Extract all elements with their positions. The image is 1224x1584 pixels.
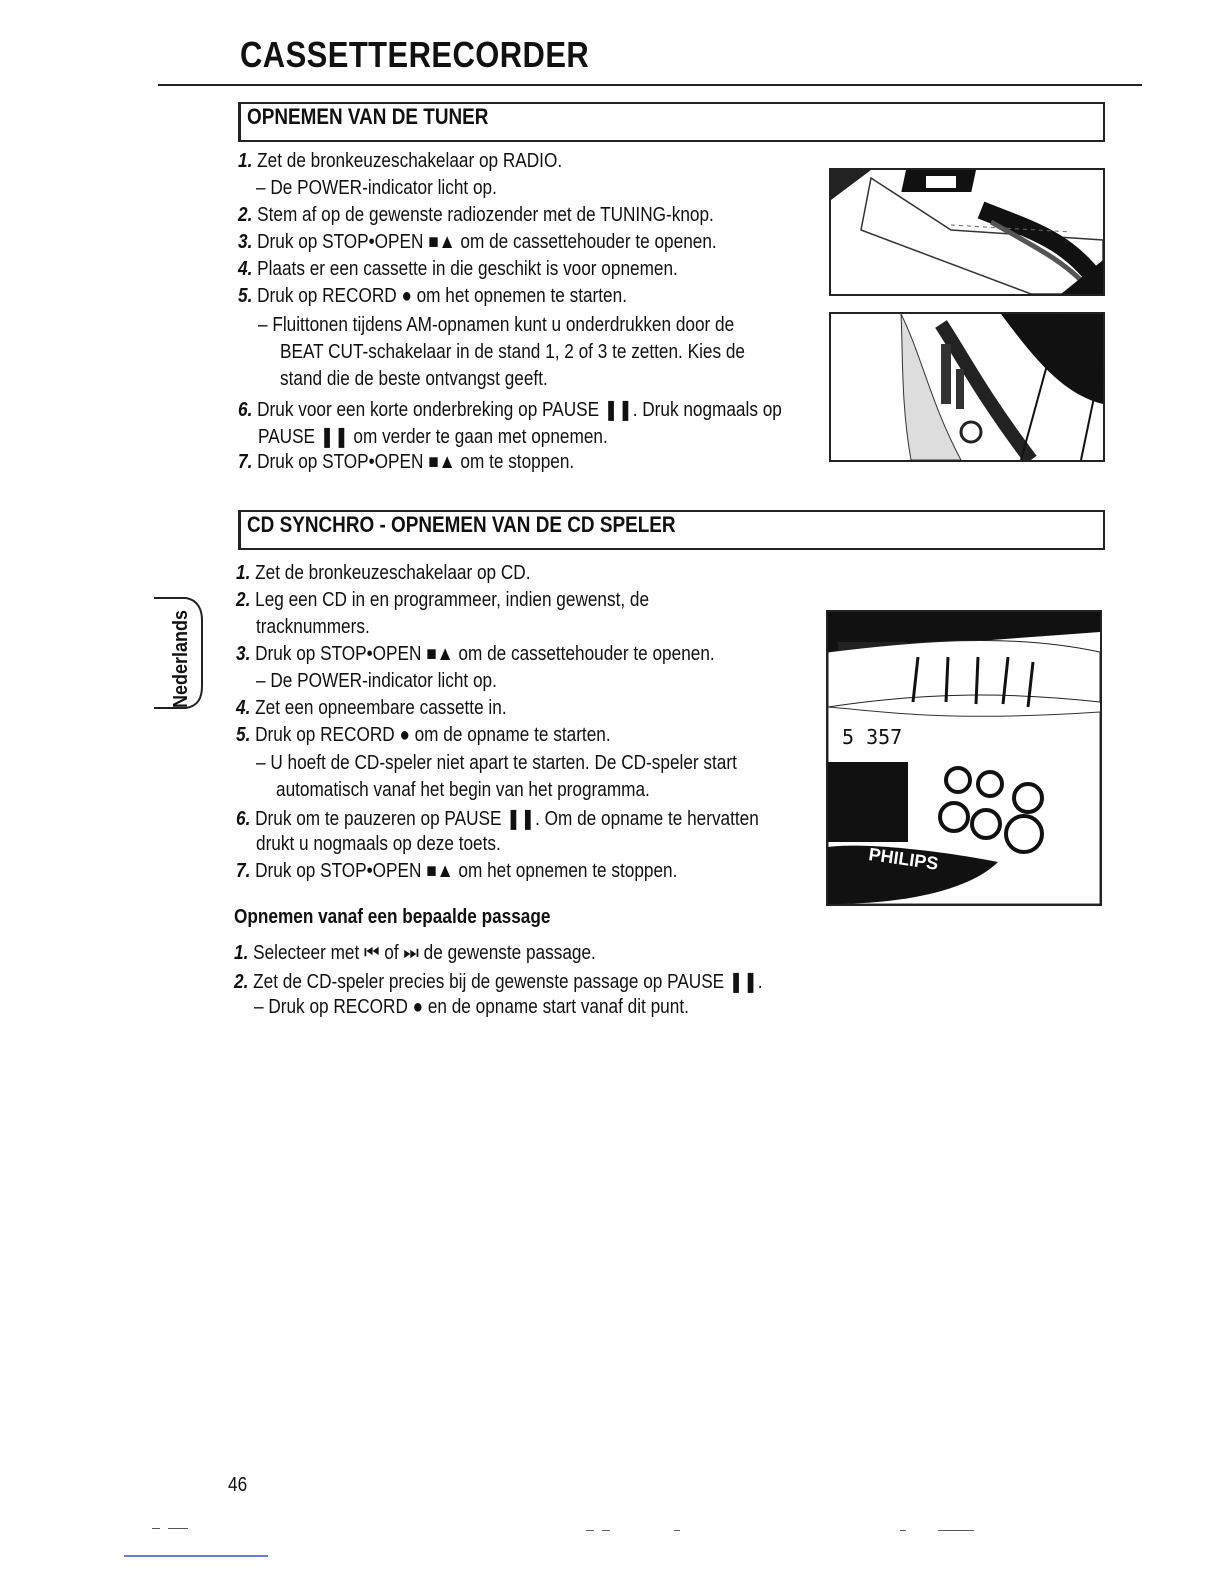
- step-line: 6. Druk voor een korte onderbreking op PAUSE ❚❚. Druk nogmaals op: [238, 399, 782, 421]
- footer-mark: [900, 1530, 906, 1531]
- footer-mark: [938, 1530, 974, 1531]
- brand-logo-text: PHILIPS: [867, 844, 940, 874]
- step-line: – U hoeft de CD-speler niet apart te starten. De CD-speler start: [256, 752, 737, 774]
- section-heading-text: CD SYNCHRO - OPNEMEN VAN DE CD SPELER: [247, 512, 676, 537]
- step-line: BEAT CUT-schakelaar in de stand 1, 2 of 3 te zetten. Kies de: [280, 341, 745, 363]
- section-heading-text: OPNEMEN VAN DE TUNER: [247, 104, 489, 129]
- step-line: 1. Zet de bronkeuzeschakelaar op RADIO.: [238, 150, 563, 172]
- illustration-source-switch: [829, 168, 1105, 296]
- step-line: 1. Zet de bronkeuzeschakelaar op CD.: [236, 562, 531, 584]
- page-title: CASSETTERECORDER: [240, 34, 590, 75]
- footer-mark: [586, 1530, 594, 1531]
- step-line: 7. Druk op STOP•OPEN ■▲ om te stoppen.: [238, 451, 575, 473]
- language-label: Nederlands: [170, 609, 192, 708]
- section-heading-tuner: [238, 102, 1105, 142]
- step-line: 2. Stem af op de gewenste radiozender met de TUNING-knop.: [238, 204, 714, 226]
- step-line: 2. Zet de CD-speler precies bij de gewenste passage op PAUSE ❚❚.: [234, 971, 763, 993]
- footer-mark: [674, 1530, 680, 1531]
- step-line: 4. Zet een opneembare cassette in.: [236, 697, 507, 719]
- step-line: 5. Druk op RECORD ● om het opnemen te starten.: [238, 285, 627, 307]
- step-line: automatisch vanaf het begin van het programma.: [276, 779, 650, 801]
- footer-mark: [152, 1528, 160, 1529]
- footer-mark: [602, 1530, 610, 1531]
- step-line: 1. Selecteer met ⏮ of ⏭ de gewenste passage.: [234, 942, 596, 964]
- illustration-beat-cut-switch: [829, 312, 1105, 462]
- step-line: 2. Leg een CD in en programmeer, indien gewenst, de: [236, 589, 650, 611]
- step-line: – Fluittonen tijdens AM-opnamen kunt u onderdrukken door de: [258, 314, 735, 336]
- lcd-display-text: 5 357: [842, 725, 903, 749]
- step-line: tracknummers.: [256, 616, 370, 638]
- step-line: drukt u nogmaals op deze toets.: [256, 833, 501, 855]
- step-line: 3. Druk op STOP•OPEN ■▲ om de cassettehouder te openen.: [236, 643, 715, 665]
- language-tab: [154, 596, 206, 710]
- step-line: – De POWER-indicator licht op.: [256, 177, 497, 199]
- footer-underline: [124, 1555, 268, 1557]
- step-line: 3. Druk op STOP•OPEN ■▲ om de cassettehouder te openen.: [238, 231, 717, 253]
- subsection-heading: Opnemen vanaf een bepaalde passage: [234, 906, 551, 928]
- step-line: 6. Druk om te pauzeren op PAUSE ❚❚. Om de opname te hervatten: [236, 808, 759, 830]
- page-number: 46: [228, 1474, 248, 1496]
- step-line: 4. Plaats er een cassette in die geschikt is voor opnemen.: [238, 258, 678, 280]
- title-divider: [158, 84, 1142, 86]
- step-line: PAUSE ❚❚ om verder te gaan met opnemen.: [258, 426, 608, 448]
- step-line: stand die de beste ontvangst geeft.: [280, 368, 548, 390]
- step-line: 5. Druk op RECORD ● om de opname te starten.: [236, 724, 611, 746]
- step-line: – De POWER-indicator licht op.: [256, 670, 497, 692]
- illustration-cd-player: [826, 610, 1102, 906]
- step-line: – Druk op RECORD ● en de opname start vanaf dit punt.: [254, 996, 689, 1018]
- section-heading-cd-synchro: [238, 510, 1105, 550]
- step-line: 7. Druk op STOP•OPEN ■▲ om het opnemen te stoppen.: [236, 860, 678, 882]
- footer-mark: [168, 1528, 188, 1529]
